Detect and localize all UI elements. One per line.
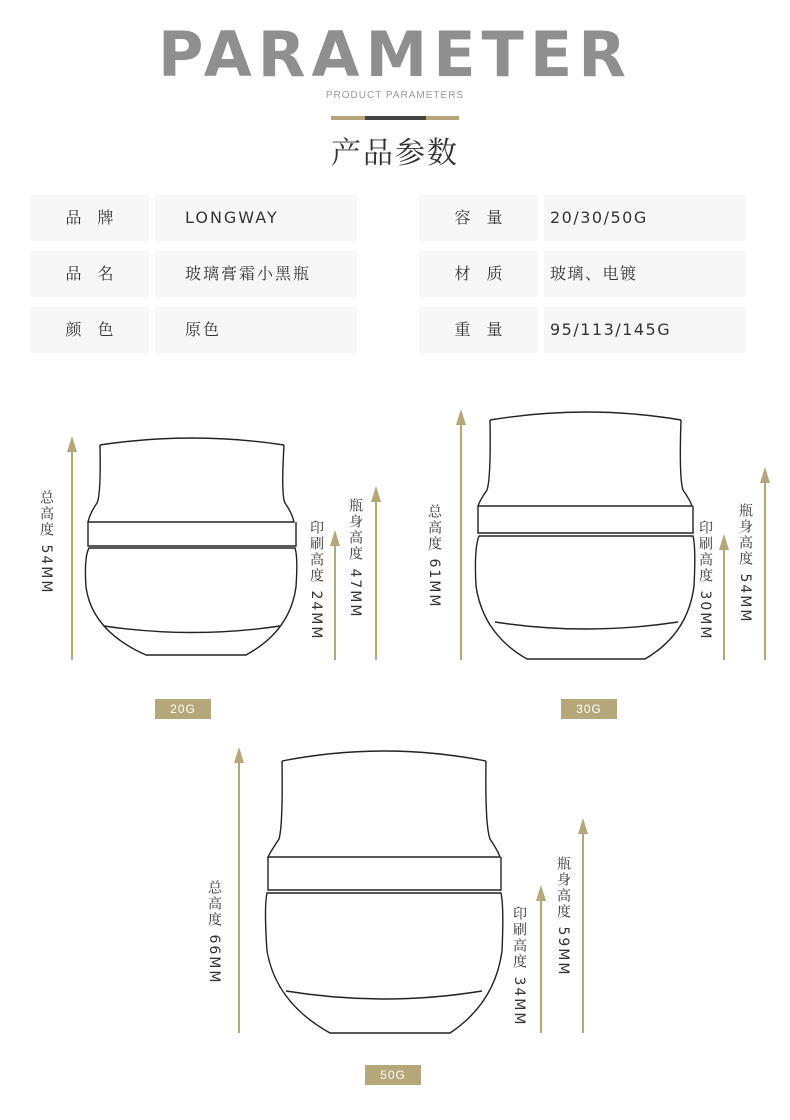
print-height-label: 印刷高度 34MM xyxy=(511,906,527,1027)
param-value-name: 玻璃膏霜小黑瓶 xyxy=(155,251,357,297)
param-label-name: 品名 xyxy=(30,251,149,297)
total-height-label: 总高度 61MM xyxy=(426,504,442,609)
param-label-brand: 品牌 xyxy=(30,195,149,241)
divider-accent-right xyxy=(426,116,459,120)
divider-accent-left xyxy=(331,116,365,120)
total-height-label: 总高度 66MM xyxy=(206,880,222,985)
param-value-color: 原色 xyxy=(155,307,357,353)
total-height-label: 总高度 54MM xyxy=(38,490,54,595)
capacity-badge: 30G xyxy=(561,699,617,719)
param-label-material: 材质 xyxy=(419,251,538,297)
body-height-arrow xyxy=(757,467,773,662)
jar-outline-20g xyxy=(86,435,298,661)
param-value-capacity: 20/30/50G xyxy=(544,195,746,241)
param-value-weight: 95/113/145G xyxy=(544,307,746,353)
print-height-arrow xyxy=(327,530,343,662)
jar-outline-30g xyxy=(475,408,697,661)
param-label-capacity: 容量 xyxy=(419,195,538,241)
param-label-color: 颜色 xyxy=(30,307,149,353)
print-height-label: 印刷高度 24MM xyxy=(308,520,324,641)
capacity-badge: 20G xyxy=(155,699,211,719)
page-title-cn: 产品参数 xyxy=(331,136,459,171)
total-height-arrow xyxy=(231,747,247,1035)
page-title-en: PARAMETER xyxy=(158,18,632,91)
divider-accent-mid xyxy=(365,116,426,120)
body-height-arrow xyxy=(575,818,591,1035)
print-height-arrow xyxy=(716,534,732,662)
jar-outline-50g xyxy=(264,745,504,1035)
total-height-arrow xyxy=(453,409,469,662)
page-subtitle-en: PRODUCT PARAMETERS xyxy=(325,90,465,101)
param-value-material: 玻璃、电镀 xyxy=(544,251,746,297)
print-height-arrow xyxy=(533,885,549,1035)
body-height-label: 瓶身高度 47MM xyxy=(347,498,363,619)
print-height-label: 印刷高度 30MM xyxy=(697,520,713,641)
total-height-arrow xyxy=(64,436,80,662)
body-height-label: 瓶身高度 54MM xyxy=(737,503,753,624)
capacity-badge: 50G xyxy=(365,1065,421,1085)
body-height-label: 瓶身高度 59MM xyxy=(555,856,571,977)
body-height-arrow xyxy=(368,486,384,662)
param-value-brand: LONGWAY xyxy=(155,195,357,241)
param-label-weight: 重量 xyxy=(419,307,538,353)
